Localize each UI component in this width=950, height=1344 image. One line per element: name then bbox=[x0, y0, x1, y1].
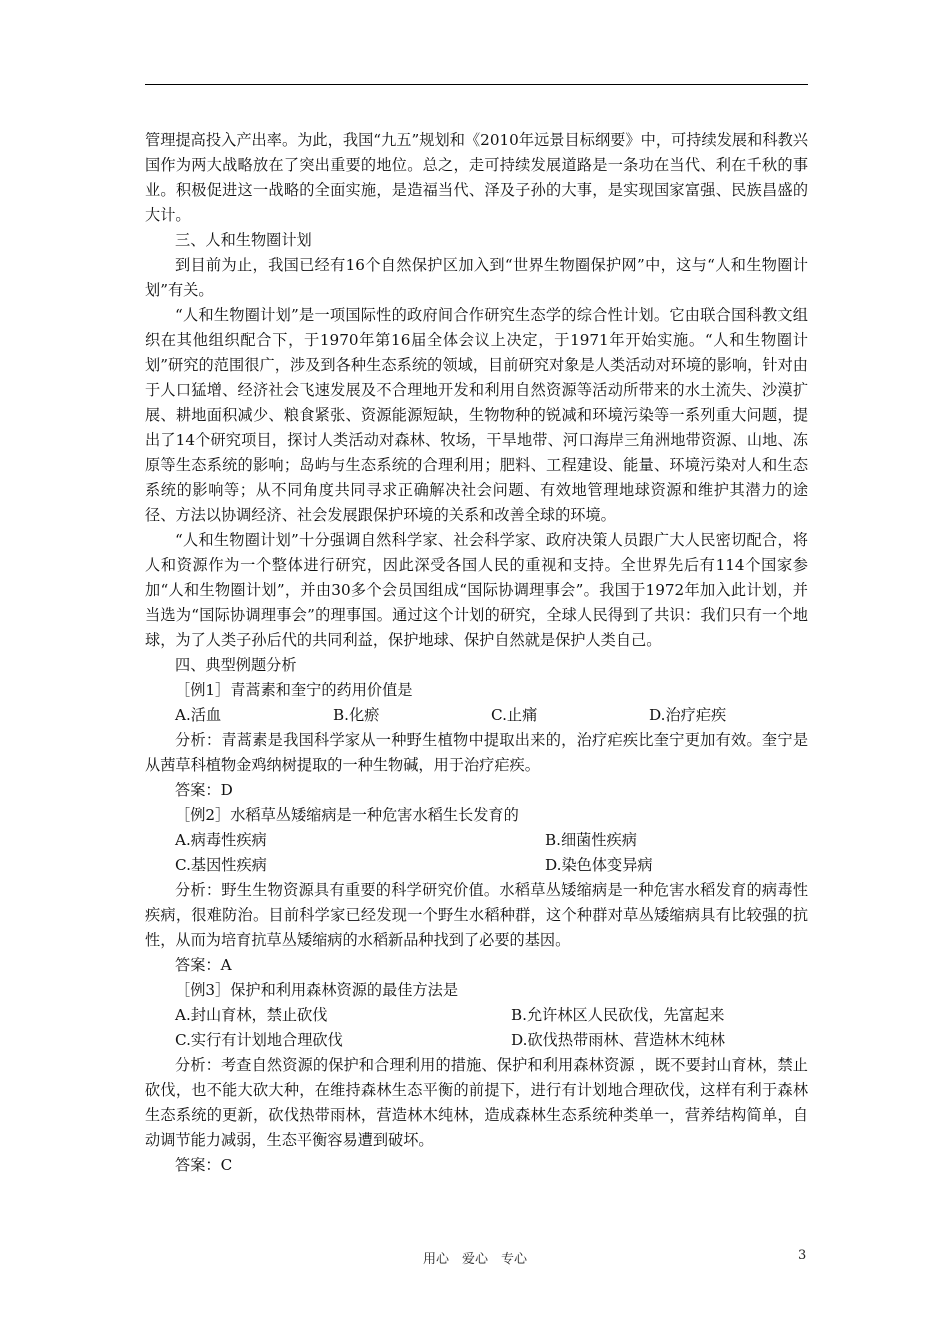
example-1-analysis: 分析：青蒿素是我国科学家从一种野生植物中提取出来的，治疗疟疾比奎宁更加有效。奎宁是从茜草科植物金鸡纳树提取的一种生物碱，用于治疗疟疾。 bbox=[145, 731, 808, 774]
option-b: B.化瘀 bbox=[333, 706, 380, 724]
option-c: C.实行有计划地合理砍伐 bbox=[175, 1031, 343, 1049]
example-1-question: ［例1］青蒿素和奎宁的药用价值是 bbox=[175, 681, 413, 699]
option-b: B.允许林区人民砍伐，先富起来 bbox=[511, 1006, 725, 1024]
paragraph-1: 管理提高投入产出率。为此，我国“九五”规划和《2010年远景目标纲要》中，可持续发展和科教兴国作为两大战略放在了突出重要的地位。总之，走可持续发展道路是一条功在当代、利在千秋的事业。积极促进这一战略的全面实施，是造福当代、泽及子孙的大事，是实现国家富强、民族昌盛的大计。 bbox=[145, 131, 808, 224]
section-heading-3: 三、人和生物圈计划 bbox=[175, 231, 312, 249]
option-b: B.细菌性疾病 bbox=[545, 831, 637, 849]
example-3-question: ［例3］保护和利用森林资源的最佳方法是 bbox=[175, 981, 459, 999]
option-d: D.砍伐热带雨林、营造林木纯林 bbox=[511, 1031, 725, 1049]
example-3-options-row-2 bbox=[145, 1028, 808, 1053]
header-rule bbox=[145, 84, 808, 85]
page-body bbox=[145, 128, 808, 1178]
footer-motto: 用心 爱心 专心 bbox=[422, 1252, 527, 1267]
option-c: C.止痛 bbox=[491, 706, 538, 724]
option-c: C.基因性疾病 bbox=[175, 856, 267, 874]
paragraph-4: “人和生物圈计划”十分强调自然科学家、社会科学家、政府决策人员跟广大人民密切配合，将人和资源作为一个整体进行研究，因此深受各国人民的重视和支持。全世界先后有114个国家参加“人和生物圈计划”，并由30多个会员国组成“国际协调理事会”。我国于1972年加入此计划，并当选为“国际协调理事会”的理事国。通过这个计划的研究，全球人民得到了共识：我们只有一个地球，为了人类子孙后代的共同利益，保护地球、保护自然就是保护人类自己。 bbox=[145, 531, 808, 649]
option-a: A.病毒性疾病 bbox=[175, 831, 267, 849]
paragraph-3: “人和生物圈计划”是一项国际性的政府间合作研究生态学的综合性计划。它由联合国科教文组织在其他组织配合下，于1970年第16届全体会议上决定，于1971年开始实施。“人和生物圈计划”研究的范围很广，涉及到各种生态系统的领域，目前研究对象是人类活动对环境的影响，针对由于人口猛增、经济社会飞速发展及不合理地开发和利用自然资源等活动所带来的水土流失、沙漠扩展、耕地面积减少、粮食紧张、资源能源短缺，生物物种的锐减和环境污染等一系列重大问题，提出了14个研究项目，探讨人类活动对森林、牧场，干旱地带、河口海岸三角洲地带资源、山地、冻原等生态系统的影响；岛屿与生态系统的合理利用；肥料、工程建设、能量、环境污染对人和生态系统的影响等；从不同角度共同寻求正确解决社会问题、有效地管理地球资源和维护其潜力的途径、方法以协调经济、社会发展跟保护环境的关系和改善全球的环境。 bbox=[145, 306, 808, 524]
example-3-analysis: 分析：考查自然资源的保护和合理利用的措施、保护和利用森林资源 ，既不要封山育林，禁止砍伐，也不能大砍大种，在维持森林生态平衡的前提下，进行有计划地合理砍伐，这样有利于森林生态系统的更新，砍伐热带雨林，营造林木纯林，造成森林生态系统种类单一，营养结构简单，自动调节能力减弱，生态平衡容易遭到破坏。 bbox=[145, 1056, 808, 1149]
example-2-options-row-1 bbox=[145, 828, 808, 853]
example-3-options-row-1 bbox=[145, 1003, 808, 1028]
paragraph-2: 到目前为止，我国已经有16个自然保护区加入到“世界生物圈保护网”中，这与“人和生物圈计划”有关。 bbox=[145, 256, 808, 299]
section-heading-4: 四、典型例题分析 bbox=[175, 656, 297, 674]
example-2-analysis: 分析：野生生物资源具有重要的科学研究价值。水稻草丛矮缩病是一种危害水稻发育的病毒性疾病，很难防治。目前科学家已经发现一个野生水稻种群，这个种群对草丛矮缩病具有比较强的抗性，从而为培育抗草丛矮缩病的水稻新品种找到了必要的基因。 bbox=[145, 881, 808, 949]
option-a: A.封山育林，禁止砍伐 bbox=[175, 1006, 328, 1024]
example-3-answer: 答案：C bbox=[175, 1156, 233, 1174]
example-2-answer: 答案：A bbox=[175, 956, 232, 974]
example-1-options bbox=[145, 703, 808, 728]
example-2-question: ［例2］水稻草丛矮缩病是一种危害水稻生长发育的 bbox=[175, 806, 519, 824]
option-d: D.治疗疟疾 bbox=[649, 706, 727, 724]
example-2-options-row-2 bbox=[145, 853, 808, 878]
option-d: D.染色体变异病 bbox=[545, 856, 653, 874]
example-1-answer: 答案：D bbox=[175, 781, 233, 799]
option-a: A.活血 bbox=[175, 706, 222, 724]
page-number: 3 bbox=[798, 1248, 807, 1263]
